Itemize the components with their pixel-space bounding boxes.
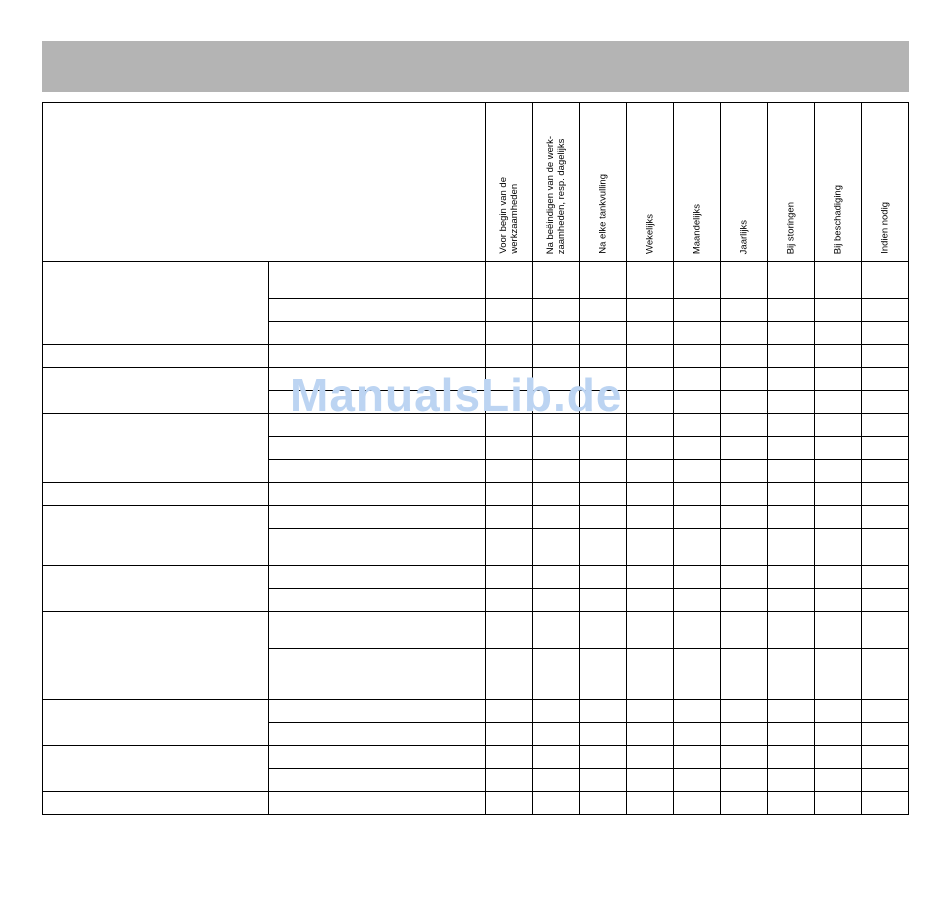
interval-cell — [580, 649, 627, 700]
interval-cell — [815, 529, 862, 566]
interval-cell — [721, 769, 768, 792]
interval-cell — [815, 769, 862, 792]
component-cell — [43, 262, 269, 345]
col-header-after-work — [533, 103, 580, 262]
interval-cell — [533, 723, 580, 746]
interval-cell — [533, 769, 580, 792]
interval-cell — [674, 589, 721, 612]
col-header-before-work — [486, 103, 533, 262]
interval-cell — [627, 299, 674, 322]
table-row — [43, 700, 909, 723]
interval-cell — [533, 589, 580, 612]
header-blank-cell — [43, 103, 486, 262]
interval-cell — [580, 368, 627, 391]
interval-cell — [674, 792, 721, 815]
interval-cell — [580, 769, 627, 792]
component-cell — [43, 566, 269, 612]
interval-cell — [627, 391, 674, 414]
interval-cell — [627, 746, 674, 769]
interval-cell — [580, 345, 627, 368]
interval-cell — [674, 414, 721, 437]
interval-cell — [486, 612, 533, 649]
col-header-label: Bij storingen — [785, 201, 797, 254]
table-row — [43, 506, 909, 529]
col-header-label: Bij beschadiging — [832, 184, 844, 254]
interval-cell — [627, 792, 674, 815]
interval-cell — [721, 566, 768, 589]
interval-cell — [674, 299, 721, 322]
task-cell — [269, 792, 486, 815]
interval-cell — [627, 700, 674, 723]
interval-cell — [721, 529, 768, 566]
interval-cell — [815, 746, 862, 769]
interval-cell — [862, 322, 909, 345]
interval-cell — [486, 368, 533, 391]
interval-cell — [862, 612, 909, 649]
interval-cell — [580, 322, 627, 345]
interval-cell — [580, 746, 627, 769]
interval-cell — [768, 746, 815, 769]
interval-cell — [815, 299, 862, 322]
interval-cell — [815, 322, 862, 345]
interval-cell — [674, 746, 721, 769]
task-cell — [269, 589, 486, 612]
component-cell — [43, 506, 269, 566]
task-cell — [269, 483, 486, 506]
table-row — [43, 345, 909, 368]
interval-cell — [486, 299, 533, 322]
interval-cell — [533, 506, 580, 529]
interval-cell — [815, 391, 862, 414]
interval-cell — [862, 299, 909, 322]
interval-cell — [580, 262, 627, 299]
col-header-label: Indien nodig — [879, 202, 891, 254]
interval-cell — [533, 437, 580, 460]
interval-cell — [486, 649, 533, 700]
task-cell — [269, 322, 486, 345]
component-cell — [43, 700, 269, 746]
col-header-label: Jaarlijks — [738, 219, 750, 254]
maintenance-table — [42, 102, 909, 815]
task-cell — [269, 262, 486, 299]
interval-cell — [533, 483, 580, 506]
task-cell — [269, 368, 486, 391]
interval-cell — [533, 368, 580, 391]
component-cell — [43, 792, 269, 815]
interval-cell — [862, 345, 909, 368]
interval-cell — [580, 414, 627, 437]
col-header-label: Na elke tankvulling — [597, 174, 609, 254]
task-cell — [269, 700, 486, 723]
interval-cell — [815, 345, 862, 368]
interval-cell — [815, 460, 862, 483]
interval-cell — [627, 589, 674, 612]
component-cell — [43, 612, 269, 700]
interval-cell — [627, 483, 674, 506]
table-row — [43, 483, 909, 506]
task-cell — [269, 299, 486, 322]
interval-cell — [721, 391, 768, 414]
interval-cell — [674, 262, 721, 299]
interval-cell — [486, 529, 533, 566]
task-cell — [269, 769, 486, 792]
interval-cell — [721, 700, 768, 723]
col-header-after-refuel — [580, 103, 627, 262]
col-header-yearly — [721, 103, 768, 262]
interval-cell — [486, 391, 533, 414]
table-row — [43, 746, 909, 769]
task-cell — [269, 723, 486, 746]
interval-cell — [768, 792, 815, 815]
interval-cell — [533, 299, 580, 322]
table-row — [43, 612, 909, 649]
interval-cell — [815, 483, 862, 506]
task-cell — [269, 391, 486, 414]
interval-cell — [768, 391, 815, 414]
interval-cell — [815, 700, 862, 723]
interval-cell — [486, 566, 533, 589]
table-row — [43, 262, 909, 299]
interval-cell — [580, 529, 627, 566]
component-cell — [43, 414, 269, 483]
interval-cell — [862, 792, 909, 815]
interval-cell — [768, 437, 815, 460]
interval-cell — [486, 262, 533, 299]
interval-cell — [533, 792, 580, 815]
interval-cell — [486, 460, 533, 483]
interval-cell — [768, 529, 815, 566]
interval-cell — [533, 649, 580, 700]
interval-cell — [768, 262, 815, 299]
interval-cell — [533, 746, 580, 769]
table-row — [43, 368, 909, 391]
interval-cell — [627, 322, 674, 345]
interval-cell — [815, 792, 862, 815]
interval-cell — [721, 723, 768, 746]
interval-cell — [627, 437, 674, 460]
task-cell — [269, 566, 486, 589]
interval-cell — [580, 700, 627, 723]
interval-cell — [721, 506, 768, 529]
interval-cell — [721, 483, 768, 506]
interval-cell — [815, 612, 862, 649]
watermark: ManualsLib.de — [290, 369, 623, 421]
interval-cell — [768, 506, 815, 529]
interval-cell — [721, 460, 768, 483]
interval-cell — [768, 322, 815, 345]
interval-cell — [768, 483, 815, 506]
interval-cell — [815, 414, 862, 437]
interval-cell — [486, 769, 533, 792]
interval-cell — [580, 792, 627, 815]
interval-cell — [721, 437, 768, 460]
interval-cell — [768, 299, 815, 322]
interval-cell — [862, 529, 909, 566]
interval-cell — [768, 589, 815, 612]
interval-cell — [533, 612, 580, 649]
interval-cell — [486, 792, 533, 815]
interval-cell — [533, 529, 580, 566]
interval-cell — [674, 649, 721, 700]
interval-cell — [674, 529, 721, 566]
task-cell — [269, 649, 486, 700]
interval-cell — [533, 460, 580, 483]
col-header-label: Voor begin van de werkzaamheden — [498, 177, 520, 254]
task-cell — [269, 612, 486, 649]
interval-cell — [768, 368, 815, 391]
interval-cell — [862, 769, 909, 792]
interval-cell — [627, 566, 674, 589]
interval-cell — [862, 391, 909, 414]
component-cell — [43, 368, 269, 414]
interval-cell — [768, 460, 815, 483]
interval-cell — [486, 345, 533, 368]
interval-cell — [486, 483, 533, 506]
task-cell — [269, 437, 486, 460]
interval-cell — [674, 700, 721, 723]
interval-cell — [862, 262, 909, 299]
task-cell — [269, 529, 486, 566]
interval-cell — [580, 723, 627, 746]
component-cell — [43, 746, 269, 792]
interval-cell — [533, 262, 580, 299]
interval-cell — [580, 566, 627, 589]
task-cell — [269, 414, 486, 437]
table-row — [43, 566, 909, 589]
interval-cell — [627, 649, 674, 700]
interval-cell — [768, 345, 815, 368]
interval-cell — [862, 700, 909, 723]
interval-cell — [627, 262, 674, 299]
interval-cell — [533, 566, 580, 589]
interval-cell — [721, 792, 768, 815]
interval-cell — [486, 414, 533, 437]
col-header-monthly — [674, 103, 721, 262]
col-header-label: Wekelijks — [644, 214, 656, 254]
interval-cell — [486, 746, 533, 769]
interval-cell — [627, 506, 674, 529]
col-header-label: Maandelijks — [691, 203, 703, 254]
interval-cell — [862, 460, 909, 483]
interval-cell — [627, 769, 674, 792]
interval-cell — [486, 506, 533, 529]
interval-cell — [862, 414, 909, 437]
interval-cell — [627, 612, 674, 649]
interval-cell — [486, 700, 533, 723]
interval-cell — [815, 589, 862, 612]
interval-cell — [862, 506, 909, 529]
task-cell — [269, 506, 486, 529]
interval-cell — [768, 649, 815, 700]
interval-cell — [815, 649, 862, 700]
interval-cell — [486, 322, 533, 345]
interval-cell — [580, 612, 627, 649]
col-header-label: Na beëindigen van de werk- zaamheden, resp. dagelijks — [545, 135, 567, 254]
interval-cell — [721, 262, 768, 299]
interval-cell — [721, 299, 768, 322]
interval-cell — [862, 589, 909, 612]
interval-cell — [815, 506, 862, 529]
interval-cell — [674, 769, 721, 792]
task-cell — [269, 746, 486, 769]
col-header-weekly — [627, 103, 674, 262]
interval-cell — [674, 612, 721, 649]
interval-cell — [580, 299, 627, 322]
interval-cell — [627, 414, 674, 437]
interval-cell — [862, 437, 909, 460]
interval-cell — [580, 460, 627, 483]
header-banner — [42, 41, 909, 92]
interval-cell — [533, 345, 580, 368]
interval-cell — [768, 566, 815, 589]
interval-cell — [815, 437, 862, 460]
task-cell — [269, 460, 486, 483]
interval-cell — [580, 589, 627, 612]
interval-cell — [674, 506, 721, 529]
interval-cell — [533, 700, 580, 723]
interval-cell — [627, 529, 674, 566]
interval-cell — [862, 723, 909, 746]
interval-cell — [627, 460, 674, 483]
interval-cell — [721, 612, 768, 649]
interval-cell — [862, 368, 909, 391]
interval-cell — [768, 414, 815, 437]
interval-cell — [721, 746, 768, 769]
interval-cell — [674, 391, 721, 414]
interval-cell — [721, 368, 768, 391]
col-header-if-needed — [862, 103, 909, 262]
interval-cell — [768, 723, 815, 746]
interval-cell — [674, 483, 721, 506]
interval-cell — [768, 700, 815, 723]
interval-cell — [862, 746, 909, 769]
interval-cell — [768, 612, 815, 649]
interval-cell — [674, 437, 721, 460]
interval-cell — [862, 566, 909, 589]
interval-cell — [580, 483, 627, 506]
component-cell — [43, 483, 269, 506]
interval-cell — [627, 723, 674, 746]
interval-cell — [674, 566, 721, 589]
task-cell — [269, 345, 486, 368]
table-row — [43, 414, 909, 437]
interval-cell — [627, 345, 674, 368]
interval-cell — [721, 649, 768, 700]
interval-cell — [627, 368, 674, 391]
interval-cell — [533, 322, 580, 345]
interval-cell — [721, 345, 768, 368]
interval-cell — [862, 483, 909, 506]
interval-cell — [533, 414, 580, 437]
interval-cell — [580, 506, 627, 529]
interval-cell — [862, 649, 909, 700]
interval-cell — [674, 723, 721, 746]
interval-cell — [580, 391, 627, 414]
interval-cell — [815, 262, 862, 299]
col-header-on-fault — [768, 103, 815, 262]
col-header-on-damage — [815, 103, 862, 262]
component-cell — [43, 345, 269, 368]
interval-cell — [815, 566, 862, 589]
interval-cell — [721, 322, 768, 345]
interval-cell — [486, 589, 533, 612]
interval-cell — [486, 437, 533, 460]
interval-cell — [674, 345, 721, 368]
interval-cell — [768, 769, 815, 792]
header-row — [43, 103, 909, 262]
interval-cell — [674, 368, 721, 391]
interval-cell — [815, 723, 862, 746]
interval-cell — [580, 437, 627, 460]
interval-cell — [815, 368, 862, 391]
interval-cell — [486, 723, 533, 746]
interval-cell — [721, 414, 768, 437]
interval-cell — [721, 589, 768, 612]
interval-cell — [674, 460, 721, 483]
interval-cell — [533, 391, 580, 414]
table-row — [43, 792, 909, 815]
interval-cell — [674, 322, 721, 345]
